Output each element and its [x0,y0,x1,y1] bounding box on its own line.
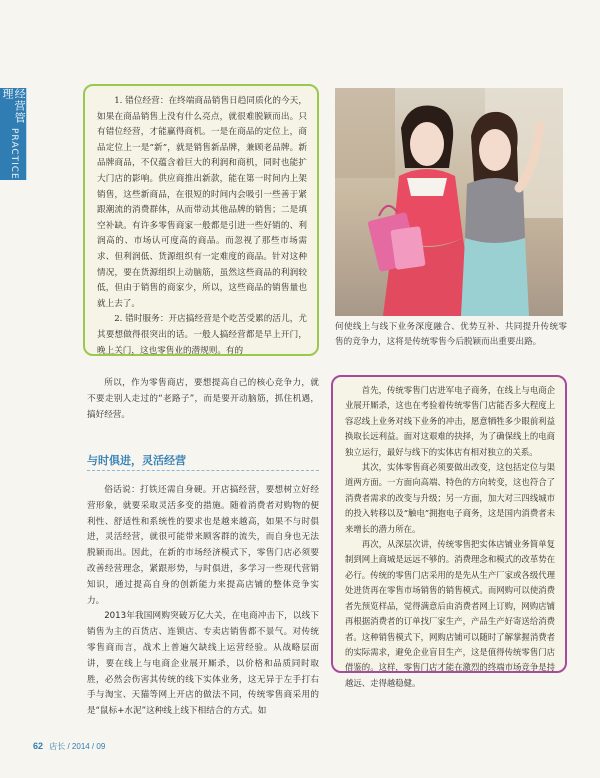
section-heading: 与时俱进，灵活经营 [87,454,186,467]
section-tab [0,88,26,180]
body-paragraph-2: 2013年我国网购突破万亿大关，在电商冲击下，以线下销售为主的百货店、连锁店、专卖店销售都不景气。对传统零售商而言，战术上普遍欠缺线上运营经验。从战略层面讲，要在线上与电商企业展开厮杀，以价格和品质同时取胜，必然会伤害其传统的线下实体业务，这无异于左手打右手与淘宝、天猫等网上开店的做法不同，传统零售商采用的是“鼠标+水泥”这种线上线下相结合的方式。如 [87,611,319,717]
page-number: 62 [33,741,44,751]
intro-text: 所以，作为零售商店，要想提高自己的核心竞争力，就不要走别人走过的“老路子”，而是要开动脑筋，抓住机遇，搞好经营。 [87,378,319,420]
section-tab-title: 经营管理 [1,88,27,124]
sidebar-box-purple [331,375,567,688]
green-box-paragraph-2: 2. 错时服务：开店搞经营是个吃苦受累的活儿，尤其要想做得很突出的话。一般人搞经营都是早上开门，晚上关门，这也零售业的潜规则。有的 [97,314,307,356]
left-intro-paragraph [87,376,319,423]
purple-box-paragraph-1: 首先，传统零售门店进军电子商务，在线上与电商企业展开厮杀，这也在考验着传统零售门店能否多大程度上容忍线上业务对线下业务的冲击，愿意牺牲多少眼前利益换取长远利益。面对这艰难的抉择，为了确保线上的电商独立运行，最好与线下的实体店有相对独立的关系。 [345,385,555,457]
section-tab-subtitle: PRACTICE [8,128,19,180]
body-paragraph-1: 俗话说：打铁还需自身硬。开店搞经营，要想树立好经营形象，就要采取灵活多变的措施。随着消费者对购物的便利性、舒适性和系统性的要求也是越来越高，如果不与时俱进，灵活经营，就很可能带来顾客群的流失，而自身也无法脱颖而出。因此，在新的市场经济模式下，零售门店必须要改善经营理念，紧跟形势，与时俱进，多学习一些现代营销知识，通过提高自身的创新能力来提高店铺的整体竞争实力。 [87,485,319,606]
sidebar-box-green [83,84,319,356]
green-box-paragraph-1: 1. 错位经营：在终端商品销售日趋同质化的今天，如果在商品销售上没有什么亮点，就很难脱颖而出。只有错位经营，才能赢得商机。一是在商品的定位上，商品定位上一是“新”，就是销售新品牌，兼顾老品牌。新品牌商品，不仅蕴含着巨大的利润和商机，同时也能扩大门店的影响。供应商推出新款，能在第一时间内上架销售，这些新商品，在很短的时间内会吸引一些善于紧跟潮流的消费群体，从而带动其他品牌的销售；二是填空补缺。有许多零售商家一般都是引进一些好销的、利润高的、市场认可度高的商品。而忽视了那些市场需求、但利润低、货源组织有一定难度的商品。针对这种情况，要在货源组织上动脑筋，虽然这些商品的利润较低，但由于销售的商家少，所以，这些商品的销售量也就上去了。 [97,96,307,309]
photo-caption: 何使线上与线下业务深度融合、优势互补、共同提升传统零售的竞争力，这将是传统零售今后脱颖而出重要出路。 [335,322,567,347]
left-body-text [87,483,319,720]
page-footer [33,741,105,752]
shopping-photo [335,88,563,316]
magazine-issue: 店长 / 2014 / 09 [49,742,106,751]
shopping-women-illustration [335,88,563,316]
section-tab-divider [26,88,27,180]
section-divider [87,470,319,471]
purple-box-paragraph-3: 再次，从深层次讲，传统零售把实体店铺业务简单复制到网上商城是远远不够的。消费理念和模式的改革势在必行。传统的零售门店采用的是先从生产厂家或各级代理处进货再在零售市场销售的销售模式。而网购可以使消费者先预览样品，觉得满意后由消费者网上订购，网购店铺再根据消费者的订单找厂家生产，产品生产好寄送给消费者。这种销售模式下，网购店铺可以随时了解掌握消费者的实际需求，避免企业盲目生产，这是值得传统零售门店借鉴的。这样，零售门店才能在激烈的终端市场竞争是持越远、走得越稳健。 [345,539,555,688]
purple-box-paragraph-2: 其次，实体零售商必须要做出改变，这包括定位与渠道两方面。一方面向高端、特色的方向转变，这也符合了消费者需求的改变与升级；另一方面，加大对三四线城市的投入转移以及“触电”拥抱电子商务，这是国内消费者未来增长的潜力所在。 [345,462,555,534]
